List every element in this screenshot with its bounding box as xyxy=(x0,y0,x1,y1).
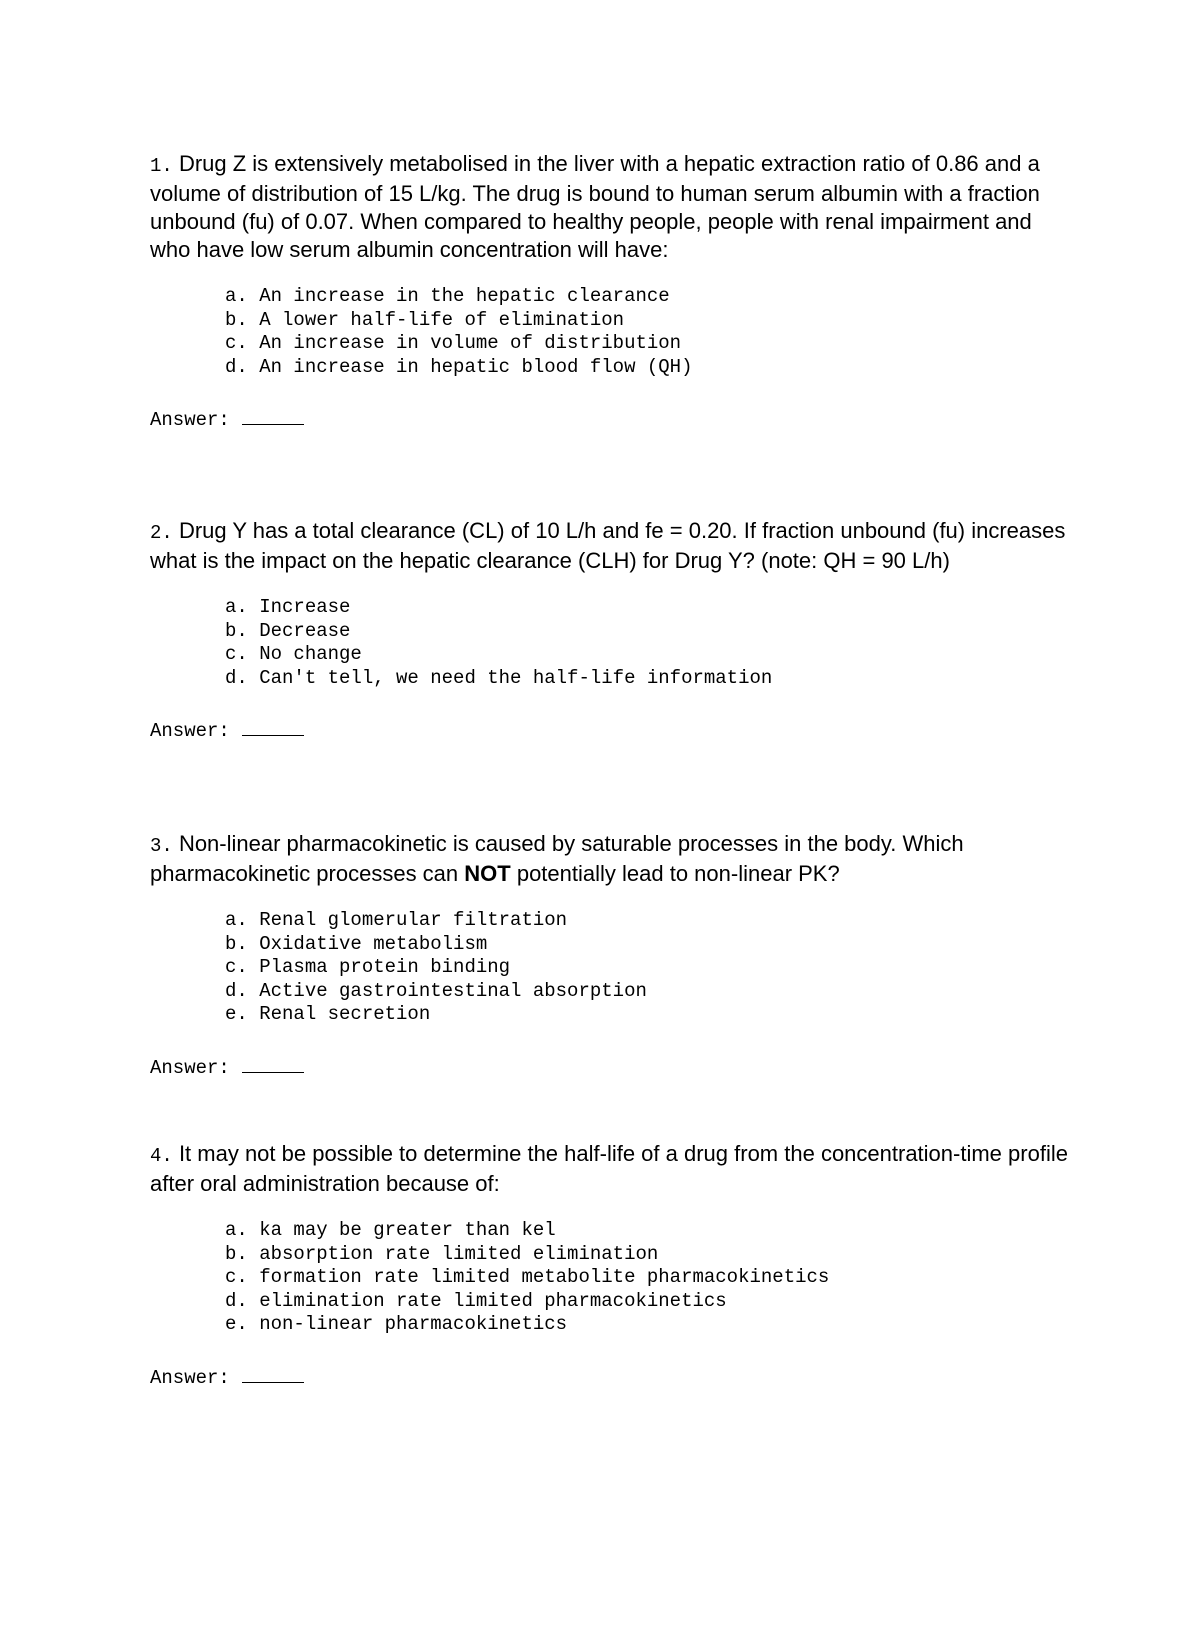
question-3-options xyxy=(150,909,1070,1027)
option-3c: c. Plasma protein binding xyxy=(225,956,511,978)
question-3-emphasis: NOT xyxy=(464,861,511,886)
option-4b: b. absorption rate limited elimination xyxy=(225,1242,659,1265)
question-2 xyxy=(150,517,1070,743)
option-4e: e. non-linear pharmacokinetics xyxy=(225,1313,568,1335)
answer-blank xyxy=(242,410,304,425)
option-3b: b. Oxidative metabolism xyxy=(225,932,488,955)
question-2-text xyxy=(150,517,1070,575)
question-1-answer xyxy=(150,408,1070,432)
option-4c: c. formation rate limited metabolite pharmacokinetics xyxy=(225,1266,830,1288)
question-4-number: 4. xyxy=(150,1145,173,1167)
question-3-answer xyxy=(150,1056,1070,1080)
question-2-number: 2. xyxy=(150,522,173,544)
option-1d: d. An increase in hepatic blood flow (QH) xyxy=(225,355,693,378)
question-1-options xyxy=(150,285,1070,379)
option-4d: d. elimination rate limited pharmacokinetics xyxy=(225,1289,727,1312)
option-2a: a. Increase xyxy=(225,596,351,618)
question-3-text xyxy=(150,830,1070,888)
question-2-stem: Drug Y has a total clearance (CL) of 10 L/h and fe = 0.20. If fraction unbound (fu) increases what is the impact on the hepatic clearance (CLH) for Drug Y? (note: QH = 90 L/h) xyxy=(150,518,1066,573)
option-1b: b. A lower half-life of elimination xyxy=(225,308,625,331)
question-3-number: 3. xyxy=(150,835,173,857)
question-4-text xyxy=(150,1140,1070,1198)
answer-label: Answer: xyxy=(150,1056,230,1079)
question-2-answer xyxy=(150,719,1070,743)
answer-blank xyxy=(242,721,304,736)
question-3 xyxy=(150,830,1070,1080)
question-3-stem-before: Non-linear pharmacokinetic is caused by saturable processes in the body. Which pharmacokinetic processes can xyxy=(150,831,964,886)
answer-label: Answer: xyxy=(150,409,230,431)
answer-label: Answer: xyxy=(150,720,230,742)
answer-blank xyxy=(242,1368,304,1383)
option-3d: d. Active gastrointestinal absorption xyxy=(225,979,647,1002)
option-3a: a. Renal glomerular filtration xyxy=(225,909,568,931)
question-4 xyxy=(150,1140,1070,1390)
question-4-stem: It may not be possible to determine the half-life of a drug from the concentration-time profile after oral administration because of: xyxy=(150,1141,1068,1196)
question-1-number: 1. xyxy=(150,155,173,177)
option-2b: b. Decrease xyxy=(225,619,351,642)
option-2c: c. No change xyxy=(225,643,362,665)
option-1c: c. An increase in volume of distribution xyxy=(225,332,682,354)
answer-label: Answer: xyxy=(150,1366,230,1389)
option-4a: a. ka may be greater than kel xyxy=(225,1219,556,1241)
question-1-stem: Drug Z is extensively metabolised in the liver with a hepatic extraction ratio of 0.86 and a volume of distribution of 15 L/kg. The drug is bound to human serum albumin with a fraction unbound (fu) of 0.07. When compared to healthy people, people with renal impairment and who have low serum albumin concentration will have: xyxy=(150,151,1040,262)
option-3e: e. Renal secretion xyxy=(225,1003,431,1025)
option-2d: d. Can't tell, we need the half-life information xyxy=(225,666,773,689)
question-4-answer xyxy=(150,1366,1070,1390)
question-2-options xyxy=(150,596,1070,690)
answer-blank xyxy=(242,1058,304,1073)
option-1a: a. An increase in the hepatic clearance xyxy=(225,285,670,307)
question-3-stem-after: potentially lead to non-linear PK? xyxy=(510,861,840,886)
question-4-options xyxy=(150,1219,1070,1337)
question-1-text xyxy=(150,150,1070,264)
question-1 xyxy=(150,150,1070,432)
